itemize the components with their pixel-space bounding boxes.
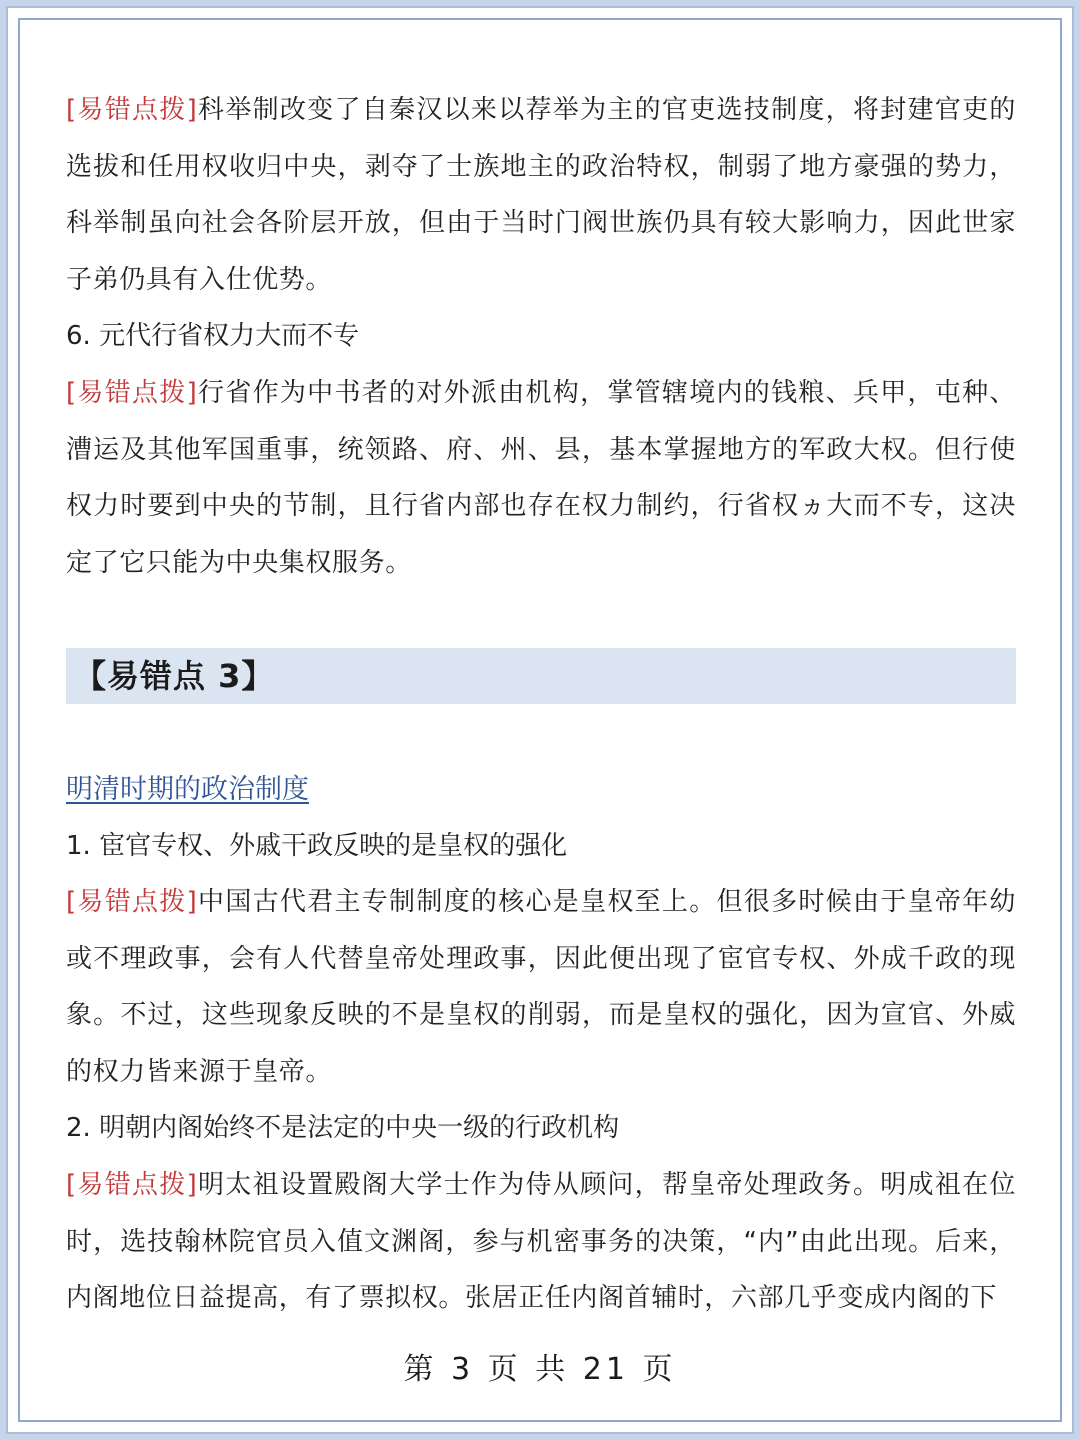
tip-text: 明太祖设置殿阁大学士作为侍从顾问，帮皇帝处理政务。明成祖在位时，选技翰林院官员入值文渊阁，参与机密事务的决策，“内”由此出现。后来，内阁地位日益提高，有了票拟权。张居正任内阁首辅时，六部几乎变成内阁的下 (66, 1170, 1016, 1313)
section-header-bar (66, 648, 1016, 704)
tip-tag: [易错点拨] (66, 887, 198, 917)
tip-paragraph-4 (66, 1157, 1016, 1327)
tip-text: 行省作为中书者的对外派由机构，掌管辖境内的钱粮、兵甲，屯种、漕运及其他军国重事，统领路、府、州、县，基本掌握地方的军政大权。但行使权力时要到中央的节制，且行省内部也存在权力制约，行省权ヵ大而不专，这决定了它只能为中央集权服务。 (66, 378, 1016, 578)
tip-text: 中国古代君主专制制度的核心是皇权至上。但很多时候由于皇帝年幼或不理政事，会有人代替皇帝处理政事，因此便出现了宦官专权、外成千政的现象。不过，这些现象反映的不是皇权的削弱，而是皇权的强化，因为宣官、外威的权力皆来源于皇帝。 (66, 887, 1016, 1087)
page-number-footer: 第 3 页 共 21 页 (403, 1352, 677, 1387)
list-item-1: 1. 宦官专权、外戚干政反映的是皇权的强化 (66, 831, 568, 861)
list-item-2: 2. 明朝内阁始终不是法定的中央一级的行政机构 (66, 1113, 620, 1143)
tip-text: 科举制改变了自秦汉以来以荐举为主的官吏选技制度，将封建官吏的选拔和任用权收归中央，剥夺了士族地主的政治特权，制弱了地方豪强的势力，科举制虽向社会各阶层开放，但由于当时门阀世族仍具有较大影响力，因此世家子弟仍具有入仕优势。 (66, 95, 1016, 295)
tip-tag: [易错点拨] (66, 1170, 198, 1200)
tip-paragraph-2 (66, 365, 1016, 591)
tip-tag: [易错点拨] (66, 95, 198, 125)
tip-paragraph-1 (66, 82, 1016, 308)
tip-tag: [易错点拨] (66, 378, 198, 408)
tip-paragraph-3 (66, 874, 1016, 1100)
section-subheading: 明清时期的政治制度 (66, 774, 309, 805)
list-item-6: 6. 元代行省权力大而不专 (66, 321, 360, 351)
section-title: 【易错点 3】 (74, 657, 275, 695)
